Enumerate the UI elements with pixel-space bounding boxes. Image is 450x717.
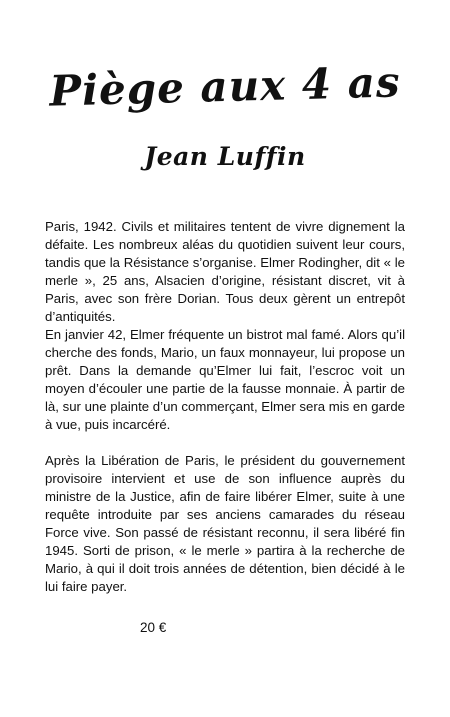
price-label: 20 € xyxy=(140,620,167,635)
book-title: Piège aux 4 as xyxy=(48,57,402,116)
synopsis-paragraph: En janvier 42, Elmer fréquente un bistrot mal famé. Alors qu’il cherche des fonds, Mario, un faux monnayeur, lui propose un prêt. Dans la demande qu’Elmer lui fait, l’escroc voit un moyen d’écouler une partie de la fausse monnaie. À partir de là, sur une plainte d’un commerçant, Elmer sera mis en garde à vue, puis incarcéré. xyxy=(45,327,405,432)
synopsis-paragraph: Après la Libération de Paris, le président du gouvernement provisoire intervient et use de son influence auprès du ministre de la Justice, afin de faire libérer Elmer, suite à une requête introduite par ses anciens camarades du réseau Force vive. Son passé de résistant reconnu, il sera libéré fin 1945. Sorti de prison, « le merle » partira à la recherche de Mario, à qui il doit trois années de détention, bien décidé à le lui faire payer. xyxy=(45,453,405,594)
author-name: Jean Luffin xyxy=(144,142,306,171)
synopsis xyxy=(45,218,405,596)
synopsis-paragraph: Paris, 1942. Civils et militaires tentent de vivre dignement la défaite. Les nombreux aléas du quotidien suivent leur cours, tandis que la Résistance s’organise. Elmer Rodingher, dit « le merle », 25 ans, Alsacien d’origine, résistant discret, vit à Paris, avec son frère Dorian. Tous deux gèrent un entrepôt d’antiquités. xyxy=(45,219,405,324)
